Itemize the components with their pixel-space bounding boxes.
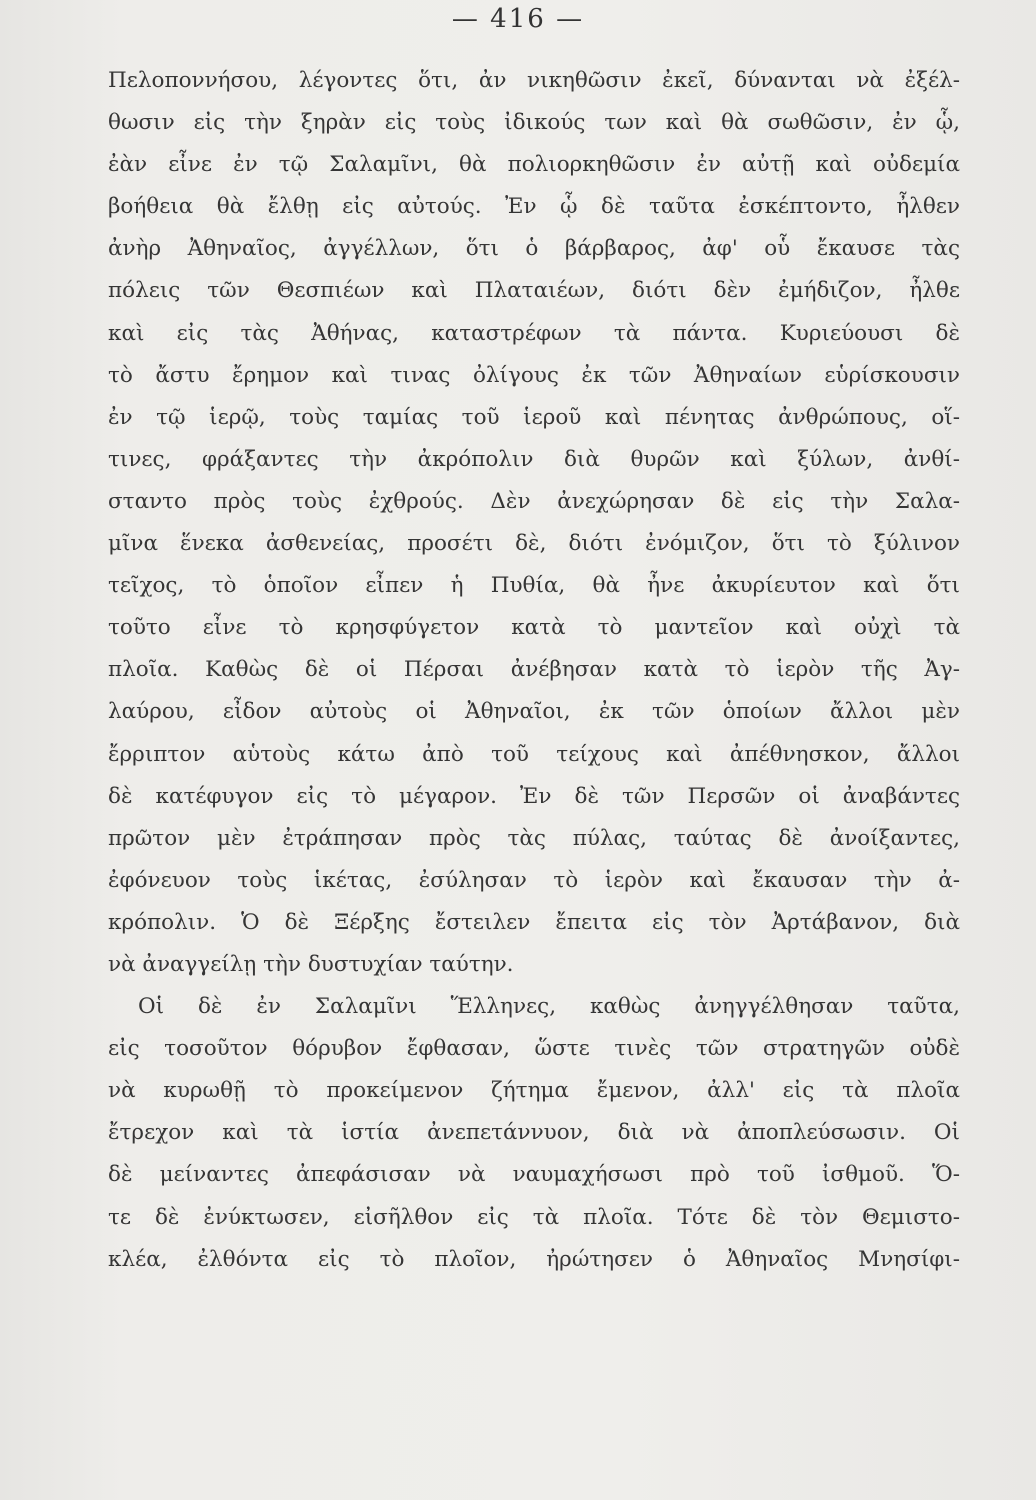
- text-line: λαύρου, εἶδον αὐτοὺς οἱ Ἀθηναῖοι, ἐκ τῶν ὁποίων ἄλλοι μὲν: [108, 699, 960, 725]
- text-line: νὰ κυρωθῇ τὸ προκείμενον ζήτημα ἔμενον, ἀλλ' εἰς τὰ πλοῖα: [108, 1078, 960, 1104]
- text-line: τεῖχος, τὸ ὁποῖον εἶπεν ἡ Πυθία, θὰ ἦνε ἀκυρίευτον καὶ ὅτι: [108, 573, 960, 599]
- text-line: μῖνα ἕνεκα ἀσθενείας, προσέτι δὲ, διότι ἐνόμιζον, ὅτι τὸ ξύλινον: [108, 531, 960, 557]
- text-line: ἐφόνευον τοὺς ἱκέτας, ἐσύλησαν τὸ ἱερὸν καὶ ἔκαυσαν τὴν ἀ-: [108, 867, 960, 893]
- text-line: δὲ κατέφυγον εἰς τὸ μέγαρον. Ἐν δὲ τῶν Περσῶν οἱ ἀναβάντες: [108, 783, 960, 809]
- text-line: Πελοποννήσου, λέγοντες ὅτι, ἀν νικηθῶσιν ἐκεῖ, δύνανται νὰ ἐξέλ-: [108, 68, 960, 93]
- text-line: τὸ ἄστυ ἔρημον καὶ τινας ὀλίγους ἐκ τῶν Ἀθηναίων εὑρίσκουσιν: [108, 362, 960, 388]
- page-number: — 416 —: [451, 4, 585, 34]
- body-text: [108, 60, 960, 1281]
- text-line: εἰς τοσοῦτον θόρυβον ἔφθασαν, ὥστε τινὲς τῶν στρατηγῶν οὐδὲ: [108, 1036, 960, 1062]
- text-line: τοῦτο εἶνε τὸ κρησφύγετον κατὰ τὸ μαντεῖον καὶ οὐχὶ τὰ: [108, 615, 960, 641]
- text-line: θωσιν εἰς τὴν ξηρὰν εἰς τοὺς ἰδικούς των καὶ θὰ σωθῶσιν, ἐν ᾧ,: [108, 110, 960, 136]
- text-line: ἐὰν εἶνε ἐν τῷ Σαλαμῖνι, θὰ πολιορκηθῶσιν ἐν αὐτῇ καὶ οὐδεμία: [108, 152, 960, 178]
- text-line: βοήθεια θὰ ἔλθῃ εἰς αὐτούς. Ἐν ᾧ δὲ ταῦτα ἐσκέπτοντο, ἦλθεν: [108, 194, 960, 220]
- text-line: Οἱ δὲ ἐν Σαλαμῖνι Ἕλληνες, καθὼς ἀνηγγέλθησαν ταῦτα,: [138, 994, 960, 1020]
- text-line: κλέα, ἐλθόντα εἰς τὸ πλοῖον, ἠρώτησεν ὁ Ἀθηναῖος Μνησίφι-: [108, 1246, 960, 1272]
- text-line: πόλεις τῶν Θεσπιέων καὶ Πλαταιέων, διότι δὲν ἐμήδιζον, ἦλθε: [108, 278, 960, 304]
- text-line: ἔτρεχον καὶ τὰ ἱστία ἀνεπετάννυον, διὰ νὰ ἀποπλεύσωσιν. Οἱ: [108, 1120, 960, 1146]
- text-line: τινες, φράξαντες τὴν ἀκρόπολιν διὰ θυρῶν καὶ ξύλων, ἀνθί-: [108, 446, 960, 472]
- text-line: τε δὲ ἐνύκτωσεν, εἰσῆλθον εἰς τὰ πλοῖα. Τότε δὲ τὸν Θεμιστο-: [108, 1204, 960, 1230]
- text-line: δὲ μείναντες ἀπεφάσισαν νὰ ναυμαχήσωσι πρὸ τοῦ ἰσθμοῦ. Ὅ-: [108, 1162, 960, 1188]
- text-line: πρῶτον μὲν ἐτράπησαν πρὸς τὰς πύλας, ταύτας δὲ ἀνοίξαντες,: [108, 825, 960, 851]
- text-line: κρόπολιν. Ὁ δὲ Ξέρξης ἔστειλεν ἔπειτα εἰς τὸν Ἀρτάβανον, διὰ: [108, 909, 960, 935]
- text-line: νὰ ἀναγγείλῃ τὴν δυστυχίαν ταύτην.: [108, 951, 514, 977]
- text-line: ἀνὴρ Ἀθηναῖος, ἀγγέλλων, ὅτι ὁ βάρβαρος, ἀφ' οὗ ἔκαυσε τὰς: [108, 236, 960, 262]
- text-line: καὶ εἰς τὰς Ἀθήνας, καταστρέφων τὰ πάντα. Κυριεύουσι δὲ: [108, 320, 960, 346]
- paragraph-1: [108, 60, 960, 986]
- text-line: πλοῖα. Καθὼς δὲ οἱ Πέρσαι ἀνέβησαν κατὰ τὸ ἱερὸν τῆς Ἀγ-: [108, 657, 960, 683]
- text-line: ἐν τῷ ἱερῷ, τοὺς ταμίας τοῦ ἱεροῦ καὶ πένητας ἀνθρώπους, οἵ-: [108, 404, 960, 430]
- paragraph-2: [108, 986, 960, 1281]
- text-line: σταντο πρὸς τοὺς ἐχθρούς. Δὲν ἀνεχώρησαν δὲ εἰς τὴν Σαλα-: [108, 488, 960, 514]
- text-line: ἔρριπτον αὑτοὺς κάτω ἀπὸ τοῦ τείχους καὶ ἀπέθνησκον, ἄλλοι: [108, 741, 960, 767]
